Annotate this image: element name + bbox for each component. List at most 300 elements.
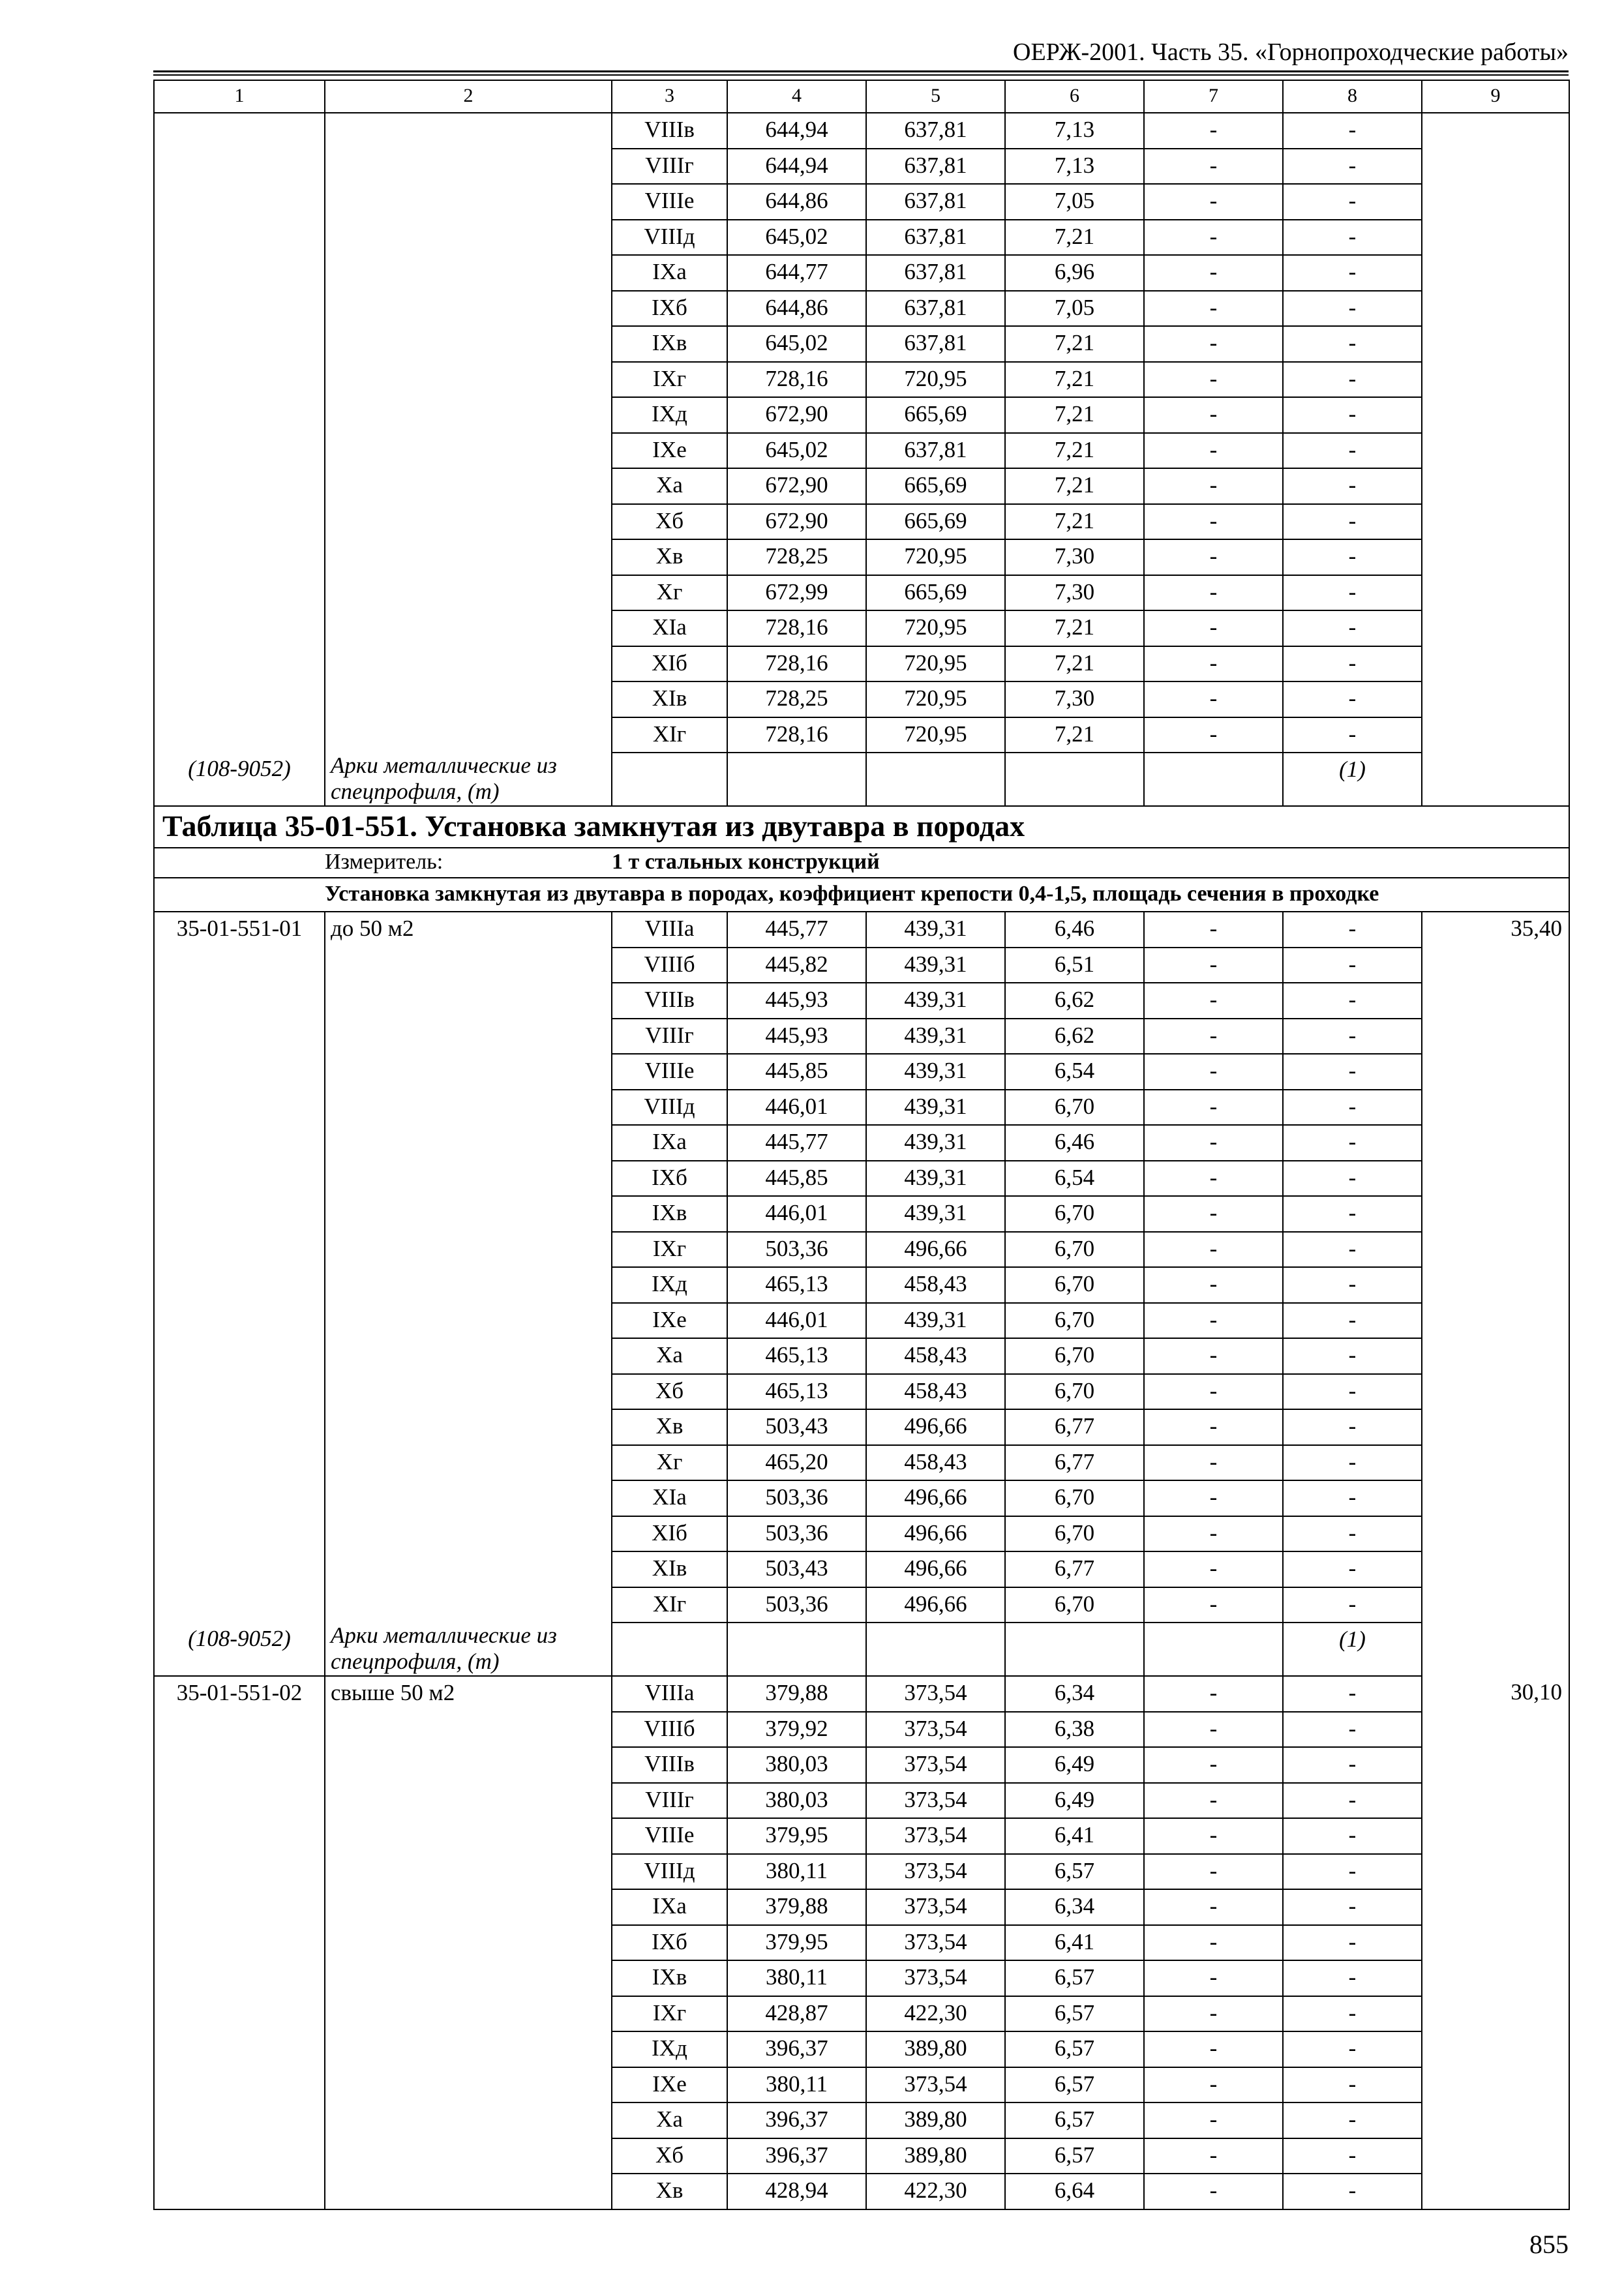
value-cell: - [1283, 1783, 1422, 1819]
grade-cell: XIб [612, 646, 727, 682]
value-cell: 665,69 [866, 575, 1005, 611]
value-cell: - [1283, 948, 1422, 983]
column-numbers-row [154, 80, 1569, 113]
value-cell: 465,13 [727, 1338, 866, 1374]
value-cell: 379,95 [727, 1925, 866, 1961]
value-cell: 503,43 [727, 1551, 866, 1587]
resource-code: (108-9052) [154, 1623, 325, 1676]
grade-cell: Xа [612, 2102, 727, 2138]
value-cell: - [1283, 1587, 1422, 1623]
value-cell: 6,51 [1005, 948, 1144, 983]
grade-cell: IXа [612, 255, 727, 291]
value-cell: 373,54 [866, 1889, 1005, 1925]
value-cell: 645,02 [727, 433, 866, 469]
grade-cell: Xг [612, 575, 727, 611]
grade-cell: IXе [612, 1303, 727, 1339]
value-cell: - [1283, 1960, 1422, 1996]
value-cell: - [1144, 717, 1283, 753]
value-cell: 445,82 [727, 948, 866, 983]
value-cell: - [1144, 1587, 1283, 1623]
value-cell: 7,21 [1005, 362, 1144, 398]
value-cell: 396,37 [727, 2138, 866, 2174]
grade-cell: Xа [612, 468, 727, 504]
value-cell: - [1283, 1996, 1422, 2032]
grade-cell: IXг [612, 362, 727, 398]
grade-cell: VIIIб [612, 948, 727, 983]
value-cell: 496,66 [866, 1551, 1005, 1587]
value-cell: - [1283, 362, 1422, 398]
value-cell: - [1144, 433, 1283, 469]
value-cell: - [1144, 1676, 1283, 1712]
value-cell: - [1283, 912, 1422, 948]
value-cell: - [1144, 1019, 1283, 1055]
value-cell: - [1144, 362, 1283, 398]
value-cell: - [1144, 255, 1283, 291]
empty-cell [1144, 753, 1283, 806]
value-cell: 439,31 [866, 912, 1005, 948]
value-cell: 645,02 [727, 220, 866, 256]
empty-cell [727, 1623, 866, 1676]
table-row [154, 113, 1569, 149]
value-cell: - [1144, 1818, 1283, 1854]
value-cell: - [1144, 1516, 1283, 1552]
value-cell: - [1144, 1960, 1283, 1996]
value-cell: 465,13 [727, 1267, 866, 1303]
value-cell: 7,21 [1005, 646, 1144, 682]
value-cell: - [1283, 1516, 1422, 1552]
resource-name: Арки металлические из спецпрофиля, (т) [325, 753, 612, 806]
value-cell: - [1283, 1374, 1422, 1410]
value-cell: 389,80 [866, 2031, 1005, 2067]
value-cell: - [1283, 291, 1422, 327]
value-cell: 6,57 [1005, 1854, 1144, 1890]
value-cell: 503,43 [727, 1409, 866, 1445]
value-cell: - [1144, 912, 1283, 948]
value-cell: 389,80 [866, 2102, 1005, 2138]
value-cell: 645,02 [727, 326, 866, 362]
empty-cell [1005, 1623, 1144, 1676]
value-cell: 6,62 [1005, 983, 1144, 1019]
value-cell: 6,70 [1005, 1480, 1144, 1516]
value-cell: 445,85 [727, 1161, 866, 1197]
grade-cell: IXб [612, 291, 727, 327]
value-cell: 6,57 [1005, 1960, 1144, 1996]
grade-cell: IXа [612, 1125, 727, 1161]
value-cell: 7,05 [1005, 291, 1144, 327]
value-cell: 428,87 [727, 1996, 866, 2032]
value-cell: 373,54 [866, 1783, 1005, 1819]
table-row [154, 1676, 1569, 1712]
value-cell: 728,16 [727, 610, 866, 646]
value-cell: 6,70 [1005, 1267, 1144, 1303]
value-cell: 373,54 [866, 1818, 1005, 1854]
value-cell: 458,43 [866, 1374, 1005, 1410]
value-cell: - [1144, 397, 1283, 433]
table-title-row [154, 806, 1569, 848]
value-cell: - [1144, 983, 1283, 1019]
value-cell: 6,34 [1005, 1676, 1144, 1712]
value-cell: - [1144, 1090, 1283, 1126]
value-cell: 380,03 [727, 1783, 866, 1819]
value-cell: 6,70 [1005, 1303, 1144, 1339]
value-cell: 6,57 [1005, 2102, 1144, 2138]
value-cell: 665,69 [866, 504, 1005, 540]
grade-cell: XIг [612, 1587, 727, 1623]
empty-cell [866, 1623, 1005, 1676]
grade-cell: VIIIе [612, 1818, 727, 1854]
value-cell: - [1144, 1783, 1283, 1819]
value-cell: - [1144, 575, 1283, 611]
value-cell: 720,95 [866, 681, 1005, 717]
value-cell: - [1283, 1925, 1422, 1961]
value-cell: 6,70 [1005, 1338, 1144, 1374]
grade-cell: IXа [612, 1889, 727, 1925]
grade-cell: XIа [612, 610, 727, 646]
value-cell: 373,54 [866, 1712, 1005, 1748]
value-cell: - [1283, 468, 1422, 504]
value-cell: - [1283, 2138, 1422, 2174]
value-cell: - [1144, 1925, 1283, 1961]
value-cell: 6,41 [1005, 1925, 1144, 1961]
value-cell: 6,49 [1005, 1747, 1144, 1783]
resource-name: Арки металлические из спецпрофиля, (т) [325, 1623, 612, 1676]
grade-cell: VIIIа [612, 912, 727, 948]
value-cell: - [1283, 1054, 1422, 1090]
value-cell: 379,95 [727, 1818, 866, 1854]
value-cell: 503,36 [727, 1587, 866, 1623]
column-number: 6 [1005, 80, 1144, 113]
value-cell: 439,31 [866, 948, 1005, 983]
column-number: 3 [612, 80, 727, 113]
grade-cell: IXб [612, 1925, 727, 1961]
grade-cell: VIIIб [612, 1712, 727, 1748]
value-cell: 496,66 [866, 1516, 1005, 1552]
value-cell: 637,81 [866, 220, 1005, 256]
value-cell: 373,54 [866, 1925, 1005, 1961]
value-cell: 7,21 [1005, 433, 1144, 469]
value-cell: - [1144, 2138, 1283, 2174]
grade-cell: IXб [612, 1161, 727, 1197]
value-cell: - [1144, 149, 1283, 185]
empty-cell [1005, 753, 1144, 806]
value-cell: 7,21 [1005, 220, 1144, 256]
value-cell: - [1283, 326, 1422, 362]
resource-code: (108-9052) [154, 753, 325, 806]
name-cell: до 50 м2 [325, 912, 612, 1623]
value-cell: - [1283, 113, 1422, 149]
grade-cell: Xа [612, 1338, 727, 1374]
grade-cell: Xв [612, 2174, 727, 2209]
value-cell: 446,01 [727, 1303, 866, 1339]
value-cell: 496,66 [866, 1232, 1005, 1268]
grade-cell: IXе [612, 2067, 727, 2103]
value-cell: - [1144, 1338, 1283, 1374]
value-cell: 373,54 [866, 1676, 1005, 1712]
value-cell: - [1283, 149, 1422, 185]
value-cell: 445,77 [727, 1125, 866, 1161]
value-cell: 445,93 [727, 983, 866, 1019]
value-cell: - [1283, 1090, 1422, 1126]
grade-cell: IXв [612, 1960, 727, 1996]
col9-cell [1422, 113, 1569, 806]
grade-cell: IXг [612, 1996, 727, 2032]
value-cell: 6,77 [1005, 1409, 1144, 1445]
value-cell: 422,30 [866, 1996, 1005, 2032]
value-cell: 379,88 [727, 1676, 866, 1712]
value-cell: - [1144, 1712, 1283, 1748]
value-cell: 7,13 [1005, 149, 1144, 185]
value-cell: - [1144, 113, 1283, 149]
value-cell: 6,49 [1005, 1783, 1144, 1819]
value-cell: 380,11 [727, 1960, 866, 1996]
value-cell: 720,95 [866, 610, 1005, 646]
value-cell: 445,77 [727, 912, 866, 948]
value-cell: 7,21 [1005, 326, 1144, 362]
code-cell: 35-01-551-01 [154, 912, 325, 1623]
value-cell: - [1144, 1232, 1283, 1268]
grade-cell: VIIIе [612, 184, 727, 220]
value-cell: 7,30 [1005, 681, 1144, 717]
value-cell: 6,77 [1005, 1551, 1144, 1587]
value-cell: 446,01 [727, 1196, 866, 1232]
value-cell: - [1283, 2031, 1422, 2067]
value-cell: 379,92 [727, 1712, 866, 1748]
grade-cell: IXе [612, 433, 727, 469]
value-cell: - [1283, 1232, 1422, 1268]
grade-cell: VIIIв [612, 113, 727, 149]
value-cell: 7,13 [1005, 113, 1144, 149]
grade-cell: VIIIв [612, 983, 727, 1019]
value-cell: 728,16 [727, 717, 866, 753]
value-cell: 389,80 [866, 2138, 1005, 2174]
value-cell: 6,77 [1005, 1445, 1144, 1481]
value-cell: 728,25 [727, 539, 866, 575]
column-number: 1 [154, 80, 325, 113]
value-cell: 458,43 [866, 1267, 1005, 1303]
value-cell: 445,85 [727, 1054, 866, 1090]
value-cell: 439,31 [866, 1161, 1005, 1197]
grade-cell: XIа [612, 1480, 727, 1516]
value-cell: 644,86 [727, 184, 866, 220]
grade-cell: XIв [612, 1551, 727, 1587]
value-cell: - [1283, 1409, 1422, 1445]
value-cell: 644,86 [727, 291, 866, 327]
value-cell: - [1144, 1445, 1283, 1481]
value-cell: 6,57 [1005, 1996, 1144, 2032]
column-number: 4 [727, 80, 866, 113]
value-cell: 6,34 [1005, 1889, 1144, 1925]
value-cell: - [1283, 681, 1422, 717]
value-cell: 446,01 [727, 1090, 866, 1126]
value-cell: 373,54 [866, 1747, 1005, 1783]
grade-cell: IXд [612, 1267, 727, 1303]
subtitle-blank [154, 878, 325, 912]
value-cell: - [1283, 2174, 1422, 2209]
value-cell: 644,94 [727, 149, 866, 185]
value-cell: - [1144, 1161, 1283, 1197]
grade-cell: Xб [612, 504, 727, 540]
resource-row [154, 753, 1569, 806]
value-cell: 6,64 [1005, 2174, 1144, 2209]
value-cell: - [1283, 220, 1422, 256]
value-cell: 637,81 [866, 291, 1005, 327]
table-row [154, 912, 1569, 948]
value-cell: - [1144, 468, 1283, 504]
value-cell: - [1283, 397, 1422, 433]
value-cell: 7,21 [1005, 610, 1144, 646]
value-cell: - [1283, 504, 1422, 540]
grade-cell: VIIIа [612, 1676, 727, 1712]
value-cell: 665,69 [866, 468, 1005, 504]
value-cell: - [1283, 1267, 1422, 1303]
value-cell: - [1283, 646, 1422, 682]
value-cell: 6,54 [1005, 1161, 1144, 1197]
value-cell: - [1144, 2031, 1283, 2067]
value-cell: 380,11 [727, 1854, 866, 1890]
value-cell: - [1144, 1996, 1283, 2032]
measure-label: Измеритель: [325, 850, 444, 874]
value-cell: 7,30 [1005, 575, 1144, 611]
value-cell: 439,31 [866, 983, 1005, 1019]
grade-cell: VIIIв [612, 1747, 727, 1783]
value-cell: 496,66 [866, 1409, 1005, 1445]
value-cell: 637,81 [866, 255, 1005, 291]
name-cell [325, 113, 612, 753]
value-cell: - [1144, 1374, 1283, 1410]
value-cell: 458,43 [866, 1338, 1005, 1374]
value-cell: 373,54 [866, 1854, 1005, 1890]
value-cell: 6,70 [1005, 1374, 1144, 1410]
grade-cell: XIв [612, 681, 727, 717]
value-cell: 665,69 [866, 397, 1005, 433]
value-cell: 428,94 [727, 2174, 866, 2209]
subtitle-row [154, 878, 1569, 912]
value-cell: 445,93 [727, 1019, 866, 1055]
name-cell: свыше 50 м2 [325, 1676, 612, 2209]
value-cell: 644,77 [727, 255, 866, 291]
value-cell: - [1144, 220, 1283, 256]
value-cell: - [1283, 1551, 1422, 1587]
page-header: ОЕРЖ-2001. Часть 35. «Горнопроходческие работы» [153, 38, 1569, 72]
value-cell: - [1283, 184, 1422, 220]
grade-cell: Xв [612, 1409, 727, 1445]
resource-qty: (1) [1283, 753, 1422, 806]
page-number: 855 [1529, 2230, 1569, 2259]
value-cell: 6,57 [1005, 2138, 1144, 2174]
value-cell: - [1144, 291, 1283, 327]
value-cell: 6,46 [1005, 1125, 1144, 1161]
rates-table [153, 80, 1570, 2210]
grade-cell: VIIIе [612, 1054, 727, 1090]
value-cell: 439,31 [866, 1090, 1005, 1126]
grade-cell: VIIIг [612, 149, 727, 185]
value-cell: 6,70 [1005, 1090, 1144, 1126]
value-cell: 728,16 [727, 362, 866, 398]
value-cell: - [1283, 1161, 1422, 1197]
value-cell: 379,88 [727, 1889, 866, 1925]
value-cell: 6,70 [1005, 1516, 1144, 1552]
measure-blank [154, 848, 325, 878]
value-cell: - [1283, 1889, 1422, 1925]
value-cell: 6,57 [1005, 2067, 1144, 2103]
value-cell: 439,31 [866, 1303, 1005, 1339]
grade-cell: XIг [612, 717, 727, 753]
value-cell: - [1144, 610, 1283, 646]
value-cell: - [1283, 1676, 1422, 1712]
column-number: 7 [1144, 80, 1283, 113]
resource-qty: (1) [1283, 1623, 1422, 1676]
value-cell: 6,57 [1005, 2031, 1144, 2067]
value-cell: - [1283, 255, 1422, 291]
value-cell: - [1283, 1019, 1422, 1055]
grade-cell: Xб [612, 1374, 727, 1410]
value-cell: - [1144, 1480, 1283, 1516]
value-cell: 373,54 [866, 2067, 1005, 2103]
value-cell: - [1144, 1267, 1283, 1303]
value-cell: - [1283, 1854, 1422, 1890]
value-cell: 439,31 [866, 1196, 1005, 1232]
value-cell: 720,95 [866, 362, 1005, 398]
value-cell: 422,30 [866, 2174, 1005, 2209]
value-cell: 439,31 [866, 1019, 1005, 1055]
value-cell: 7,21 [1005, 504, 1144, 540]
value-cell: 720,95 [866, 717, 1005, 753]
value-cell: 6,54 [1005, 1054, 1144, 1090]
value-cell: - [1283, 433, 1422, 469]
value-cell: 637,81 [866, 433, 1005, 469]
grade-cell: VIIIд [612, 1854, 727, 1890]
value-cell: - [1283, 1445, 1422, 1481]
value-cell: 458,43 [866, 1445, 1005, 1481]
value-cell: - [1144, 2102, 1283, 2138]
empty-cell [612, 1623, 727, 1676]
value-cell: 720,95 [866, 646, 1005, 682]
value-cell: 672,90 [727, 504, 866, 540]
grade-cell: IXг [612, 1232, 727, 1268]
value-cell: 728,25 [727, 681, 866, 717]
value-cell: 637,81 [866, 326, 1005, 362]
value-cell: 496,66 [866, 1480, 1005, 1516]
value-cell: - [1283, 1303, 1422, 1339]
value-cell: 6,38 [1005, 1712, 1144, 1748]
value-cell: 672,99 [727, 575, 866, 611]
value-cell: 6,70 [1005, 1587, 1144, 1623]
grade-cell: VIIIд [612, 220, 727, 256]
value-cell: 396,37 [727, 2031, 866, 2067]
value-cell: - [1283, 2102, 1422, 2138]
grade-cell: Xб [612, 2138, 727, 2174]
value-cell: - [1144, 539, 1283, 575]
grade-cell: IXд [612, 2031, 727, 2067]
grade-cell: VIIIд [612, 1090, 727, 1126]
value-cell: 637,81 [866, 113, 1005, 149]
value-cell: 439,31 [866, 1125, 1005, 1161]
value-cell: - [1144, 1303, 1283, 1339]
value-cell: - [1144, 1889, 1283, 1925]
value-cell: - [1144, 646, 1283, 682]
value-cell: 637,81 [866, 149, 1005, 185]
value-cell: 728,16 [727, 646, 866, 682]
empty-cell [866, 753, 1005, 806]
value-cell: - [1144, 948, 1283, 983]
value-cell: - [1144, 1196, 1283, 1232]
value-cell: 644,94 [727, 113, 866, 149]
value-cell: - [1144, 1551, 1283, 1587]
value-cell: - [1144, 504, 1283, 540]
value-cell: 503,36 [727, 1516, 866, 1552]
value-cell: - [1283, 1480, 1422, 1516]
value-cell: - [1144, 1054, 1283, 1090]
